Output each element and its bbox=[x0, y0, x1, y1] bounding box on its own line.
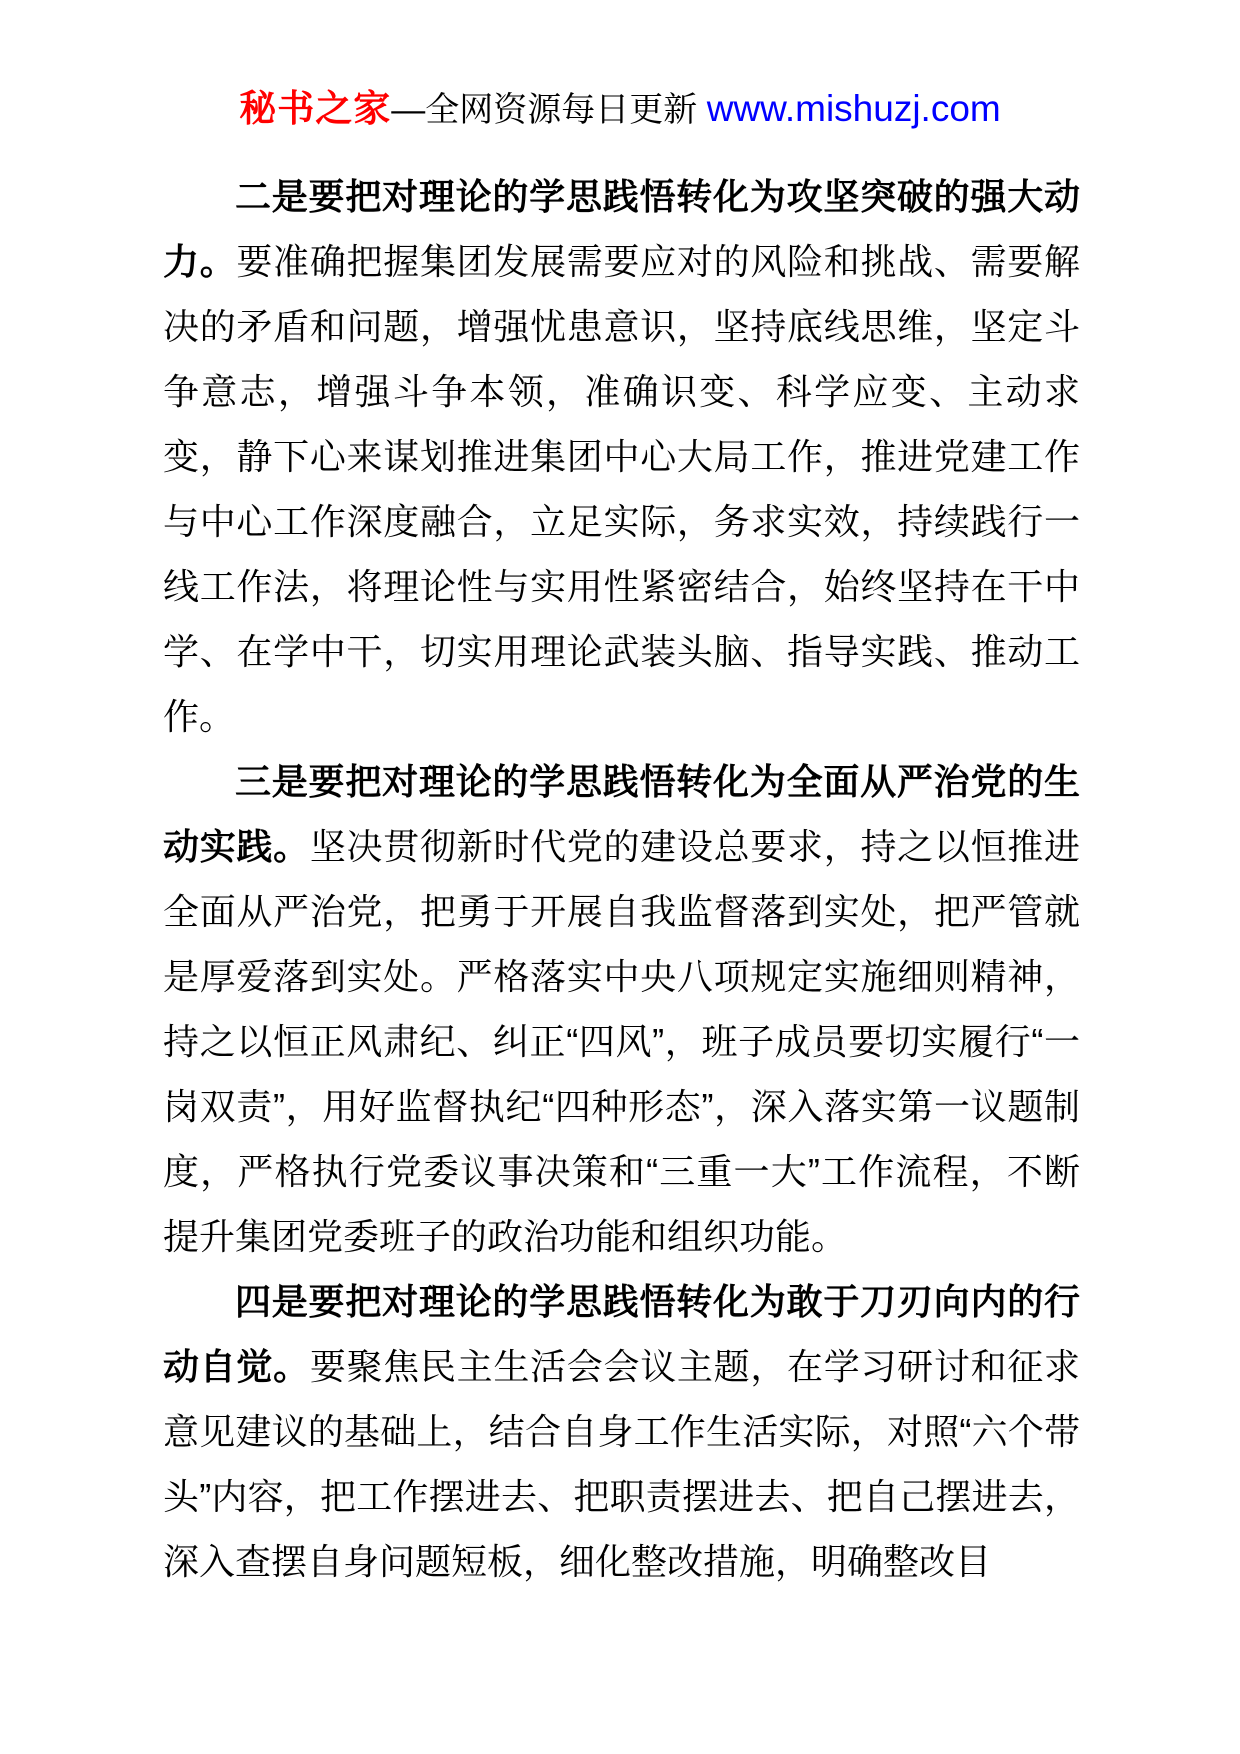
site-tagline: —全网资源每日更新 bbox=[391, 91, 707, 129]
paragraph-three-text: 坚决贯彻新时代党的建设总要求，持之以恒推进全面从严治党，把勇于开展自我监督落到实处，把严管就是厚爱落到实处。严格落实中央八项规定实施细则精神，持之以恒正风肃纪、纠正“四风”，班子成员要切实履行“一岗双责”，用好监督执纪“四种形态”，深入落实第一议题制度，严格执行党委议事决策和“三重一大”工作流程，不断提升集团党委班子的政治功能和组织功能。 bbox=[163, 826, 1080, 1257]
paragraph-two-text: 要准确把握集团发展需要应对的风险和挑战、需要解决的矛盾和问题，增强忧患意识，坚持底线思维，坚定斗争意志，增强斗争本领，准确识变、科学应变、主动求变，静下心来谋划推进集团中心大局工作，推进党建工作与中心工作深度融合，立足实际，务求实效，持续践行一线工作法，将理论性与实用性紧密结合，始终坚持在干中学、在学中干，切实用理论武装头脑、指导实践、推动工作。 bbox=[163, 241, 1080, 737]
site-header bbox=[0, 84, 1240, 142]
paragraph-four-lead: 四是要把对理论的学思践悟转化为敢于刀刃向内的行动自觉。 bbox=[163, 1281, 1080, 1387]
paragraph-four-text: 要聚焦民主生活会会议主题，在学习研讨和征求意见建议的基础上，结合自身工作生活实际，对照“六个带头”内容，把工作摆进去、把职责摆进去、把自己摆进去，深入查摆自身问题短板，细化整改措施，明确整改目 bbox=[163, 1346, 1080, 1582]
document-body bbox=[163, 164, 1080, 1594]
paragraph-three bbox=[163, 749, 1080, 1269]
paragraph-four bbox=[163, 1269, 1080, 1594]
paragraph-two bbox=[163, 164, 1080, 749]
site-url-link[interactable]: www.mishuzj.com bbox=[706, 88, 1001, 129]
paragraph-three-lead: 三是要把对理论的学思践悟转化为全面从严治党的生动实践。 bbox=[163, 761, 1080, 867]
site-name: 秘书之家 bbox=[239, 88, 392, 129]
paragraph-two-lead: 二是要把对理论的学思践悟转化为攻坚突破的强大动力。 bbox=[163, 176, 1080, 282]
